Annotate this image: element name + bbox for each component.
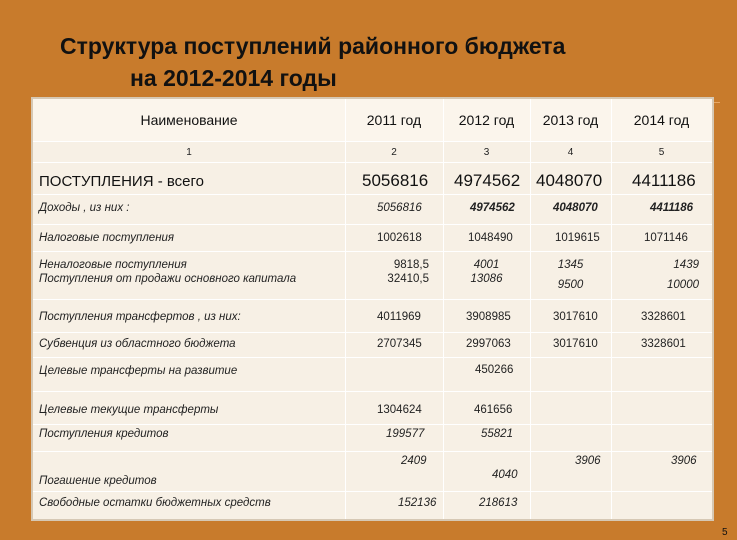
table-cell: 4974562 [470,202,515,214]
table-cell: 1304624 [377,404,422,416]
table-cell: 4411186 [632,171,696,190]
row-label: Поступления трансфертов , из них: [39,311,241,323]
table-cell: 218613 [479,497,518,509]
header-2013: 2013 год [542,112,599,128]
table-cell: 4048070 [536,171,603,190]
table-cell: 10000 [667,279,699,291]
table-cell: 2409 [401,455,427,467]
row-divider [33,451,712,452]
table-cell: 3906 [671,455,697,467]
row-label: Целевые текущие трансферты [39,404,219,416]
row-divider [33,491,712,492]
table-cell: 1439 [673,259,699,271]
table-cell: 4040 [492,469,518,481]
table-cell: 5056816 [362,171,429,190]
col-number: 5 [658,147,665,158]
table-cell: 3906 [575,455,601,467]
table-cell: 4001 [473,259,500,271]
table-cell: 2707345 [377,338,422,350]
row-divider [33,162,712,163]
table-cell: 461656 [474,404,513,416]
table-cell: 450266 [475,364,514,376]
row-label: ПОСТУПЛЕНИЯ - всего [39,173,205,190]
row-divider [33,332,712,333]
table-cell: 1019615 [555,232,600,244]
header-2012: 2012 год [458,112,515,128]
table-cell: 152136 [398,497,437,509]
table-cell: 2997063 [466,338,511,350]
row-label: Доходы , из них : [39,202,130,214]
row-divider [33,357,712,358]
row-divider [33,299,712,300]
row-label: Поступления кредитов [39,428,169,440]
table-cell: 1048490 [468,232,513,244]
table-cell: 3017610 [553,311,598,323]
table-cell: 55821 [481,428,513,440]
table-cell: 1002618 [377,232,422,244]
table-cell: 1071146 [644,232,688,244]
row-divider [33,194,712,195]
row-label: Налоговые поступления [39,232,175,244]
col-number: 3 [483,147,490,158]
row-label: Свободные остатки бюджетных средств [39,497,271,509]
row-divider [33,141,712,142]
table-cell: 13086 [470,273,503,285]
table-cell: 3328601 [641,311,686,323]
budget-table [31,97,714,521]
table-cell: 4974562 [454,171,521,190]
row-divider [33,391,712,392]
row-label: Целевые трансферты на развитие [39,365,238,377]
table-cell: 3017610 [553,338,598,350]
title-line-2: на 2012-2014 годы [130,65,337,91]
table-cell: 4411186 [650,202,694,214]
col-number: 1 [186,147,192,158]
table-cell: 32410,5 [387,273,429,285]
table-cell: 4011969 [377,311,421,323]
table-cell: 4048070 [553,202,598,214]
title-line-1: Структура поступлений районного бюджета [60,33,566,59]
page-number: 5 [722,527,728,538]
col-number: 2 [391,147,397,158]
table-cell: 1345 [557,259,584,271]
col-number: 4 [567,147,574,158]
row-label: Погашение кредитов [39,475,157,487]
row-label: Неналоговые поступления [39,259,187,271]
row-label: Поступления от продажи основного капитала [39,273,297,285]
table-cell: 9818,5 [393,259,429,271]
table-cell: 3328601 [641,338,686,350]
row-divider [33,251,712,252]
table-cell: 199577 [386,428,425,440]
header-name: Наименование [140,112,238,128]
row-label: Субвенция из областного бюджета [39,338,236,350]
header-2014: 2014 год [633,112,690,128]
header-2011: 2011 год [366,112,422,128]
table-cell: 5056816 [377,202,422,214]
table-cell: 9500 [557,279,584,291]
row-divider [33,424,712,425]
table-cell: 3908985 [466,311,511,323]
row-divider [33,224,712,225]
